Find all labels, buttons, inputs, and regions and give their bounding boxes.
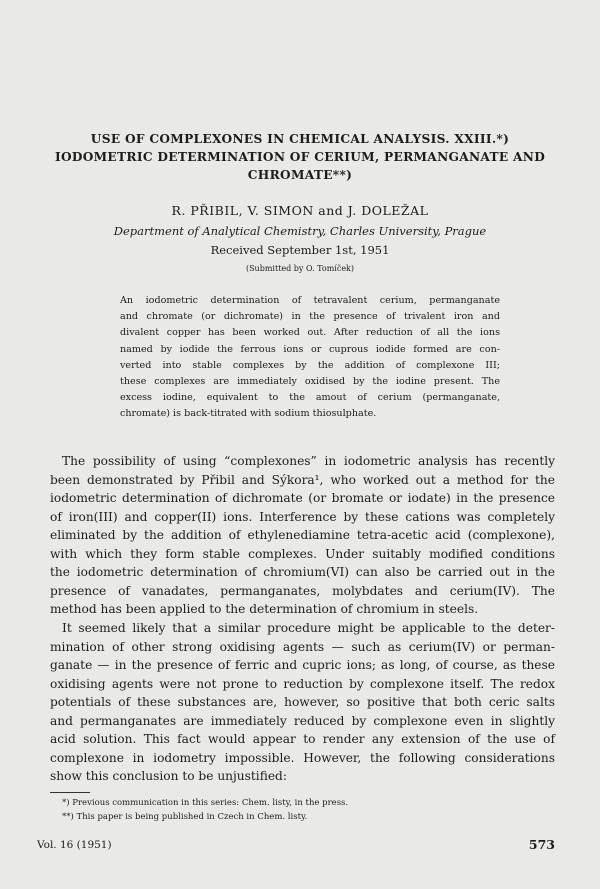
abstract-line: and chromate (or dichromate) in the presence of trivalent iron and <box>120 311 500 323</box>
submitted-by: (Submitted by O. Tomíček) <box>245 264 355 273</box>
received-date: Received September 1st, 1951 <box>210 243 390 257</box>
body-paragraph-2 <box>50 619 555 786</box>
paragraph-line: and permanganates are immediately reduced by complexone even in slightly <box>50 713 555 728</box>
footnotes <box>62 796 348 824</box>
paragraph-line: iodometric determination of dichromate (or bromate or iodate) in the presence <box>50 491 555 505</box>
paragraph-line: complexone in iodometry impossible. However, the following considerations <box>50 750 555 765</box>
paragraph-line: show this conclusion to be unjustified: <box>50 769 287 783</box>
article-title <box>30 130 570 184</box>
abstract-line: these complexes are immediately oxidised by the iodine present. The <box>120 376 500 388</box>
paragraph-line: eliminated by the addition of ethylenediamine tetra-acetic acid (complexone), <box>50 528 555 542</box>
abstract-line: named by iodide the ferrous ions or cuprous iodide formed are con- <box>120 343 500 355</box>
paragraph-line: acid solution. This fact would appear to render any extension of the use of <box>50 732 555 746</box>
footnote-2: **) This paper is being published in Czech in Chem. listy. <box>62 812 308 822</box>
abstract-line: excess iodine, equivalent to the amout of cerium (permanganate, <box>120 392 500 404</box>
page-number: 573 <box>528 837 555 852</box>
volume-label: Vol. 16 (1951) <box>37 839 112 851</box>
abstract-line: chromate) is back-titrated with sodium thiosulphate. <box>120 408 377 420</box>
paragraph-line: It seemed likely that a similar procedure might be applicable to the deter- <box>62 621 555 635</box>
affiliation: Department of Analytical Chemistry, Charles University, Prague <box>113 224 487 238</box>
authors: R. PŘIBIL, V. SIMON and J. DOLEŽAL <box>171 203 429 218</box>
paragraph-line: method has been applied to the determination of chromium in steels. <box>50 602 479 616</box>
paragraph-line: ganate — in the presence of ferric and cupric ions; as long, of course, as these <box>50 658 555 672</box>
footnote-divider <box>50 792 90 793</box>
body-paragraph-1 <box>50 452 555 619</box>
paragraph-line: potentials of these substances are, however, so positive that both ceric salts <box>50 695 555 709</box>
paragraph-line: mination of other strong oxidising agents — such as cerium(IV) or perman- <box>50 639 555 654</box>
paragraph-line: The possibility of using “complexones” in iodometric analysis has recently <box>62 454 555 468</box>
paragraph-line: been demonstrated by Přibil and Sýkora¹, who worked out a method for the <box>50 472 555 487</box>
title-line: USE OF COMPLEXONES IN CHEMICAL ANALYSIS. XXIII.*) <box>90 132 510 146</box>
abstract-line: An iodometric determination of tetravalent cerium, permanganate <box>120 295 500 306</box>
paragraph-line: with which they form stable complexes. Under suitably modified conditions <box>50 546 555 561</box>
title-line: IODOMETRIC DETERMINATION OF CERIUM, PERMANGANATE AND <box>54 150 546 164</box>
paragraph-line: of iron(III) and copper(II) ions. Interference by these cations was completely <box>50 509 555 524</box>
abstract <box>120 293 500 423</box>
paragraph-line: the iodometric determination of chromium(VI) can also be carried out in the <box>50 565 555 579</box>
footnote-1: *) Previous communication in this series: Chem. listy, in the press. <box>62 798 349 808</box>
paragraph-line: oxidising agents were not prone to reduction by complexone itself. The redox <box>50 676 555 691</box>
abstract-line: divalent copper has been worked out. After reduction of all the ions <box>120 327 500 339</box>
paragraph-line: presence of vanadates, permanganates, molybdates and cerium(IV). The <box>50 583 555 598</box>
title-line: CHROMATE**) <box>247 168 353 182</box>
abstract-line: verted into stable complexes by the addition of complexone III; <box>120 359 500 371</box>
